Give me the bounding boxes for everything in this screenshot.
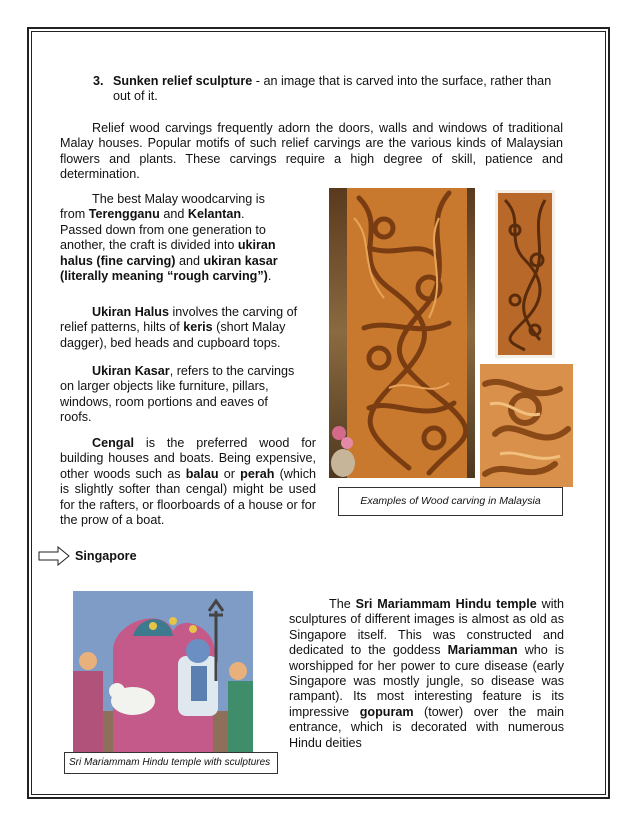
temple-text-3: who is worshipped for her power to cure disease (early Singapore was mostly jungle, so disease was rampant). Its most interesting feature is its impressive xyxy=(289,643,564,719)
cengal-text-2: or xyxy=(218,466,241,481)
temple-text-4: (tower) over the main entrance, which is decorated with numerous Hindu deities xyxy=(289,704,565,750)
woodcarving-caption: Examples of Wood carving in Malaysia xyxy=(338,487,563,516)
keris-term: keris xyxy=(183,320,213,335)
list-term: Sunken relief sculpture xyxy=(113,74,253,88)
best-text-5: . xyxy=(267,269,272,284)
terengganu-term: Terengganu xyxy=(88,207,160,222)
cengal-text-1: is the preferred wood for building houses and boats. Being expensive, other woods such as xyxy=(60,436,316,481)
intro-text: Relief wood carvings frequently adorn the doors, walls and windows of traditional Malay houses. Popular motifs of such relief carvings are the various kinds of Malaysian flowers and plants. These carvings require a high degree of skill, patience and determination. xyxy=(60,121,563,182)
temple-caption: Sri Mariammam Hindu temple with sculptures xyxy=(64,752,278,774)
mariamman-term: Mariamman xyxy=(447,643,518,658)
perah-term: perah xyxy=(240,466,275,481)
best-text-4: and xyxy=(175,253,204,268)
woodcarving-photo-main xyxy=(329,188,475,478)
kasar-term: Ukiran Kasar xyxy=(92,364,170,378)
best-text-1: The best Malay woodcarving is from xyxy=(60,192,265,222)
list-definition: - an image that is carved into the surface, rather than out of it. xyxy=(113,74,552,104)
temple-photo xyxy=(73,591,253,753)
halus-term: Ukiran Halus xyxy=(92,305,169,319)
list-item-sunken-relief xyxy=(93,74,563,105)
halus-text-2: (short Malay dagger), bed heads and cupboard tops. xyxy=(60,320,286,350)
kelantan-term: Kelantan xyxy=(187,207,242,222)
cengal-term: Cengal xyxy=(92,436,134,450)
best-text-2: and xyxy=(159,207,188,222)
temple-text-1: The xyxy=(329,597,356,611)
woodcarving-photo-panel xyxy=(495,190,555,358)
best-woodcarving-paragraph xyxy=(60,192,285,284)
ukiran-kasar-term: ukiran kasar (literally meaning “rough carving”) xyxy=(60,253,278,284)
cengal-paragraph xyxy=(60,436,316,528)
right-arrow-icon xyxy=(38,546,70,566)
temple-name-term: Sri Mariammam Hindu temple xyxy=(355,597,537,611)
ukiran-kasar-paragraph xyxy=(60,364,295,426)
ukiran-halus-term: ukiran halus (fine carving) xyxy=(60,238,276,268)
temple-paragraph xyxy=(289,597,564,751)
temple-text-2: with sculptures of different images is almost as old as Singapore itself. This was constructed and dedicated to the goddess xyxy=(289,597,564,658)
intro-paragraph xyxy=(60,121,563,183)
balau-term: balau xyxy=(185,466,219,481)
list-number: 3. xyxy=(93,74,104,88)
gopuram-term: gopuram xyxy=(359,704,414,719)
best-text-3: . Passed down from one generation to another, the craft is divided into xyxy=(60,207,266,253)
section-heading-singapore: Singapore xyxy=(75,549,137,563)
ukiran-halus-paragraph xyxy=(60,305,305,351)
halus-text-1: involves the carving of relief patterns, hilts of xyxy=(60,305,298,335)
kasar-text: , refers to the carvings on larger objects like furniture, pillars, windows, room portions and eaves of roofs. xyxy=(60,364,295,425)
woodcarving-photo-closeup xyxy=(480,364,573,487)
cengal-text-3: (which is slightly softer than cengal) might be used for the rafters, or floorboards of a house or for the prow of a boat. xyxy=(60,466,316,528)
